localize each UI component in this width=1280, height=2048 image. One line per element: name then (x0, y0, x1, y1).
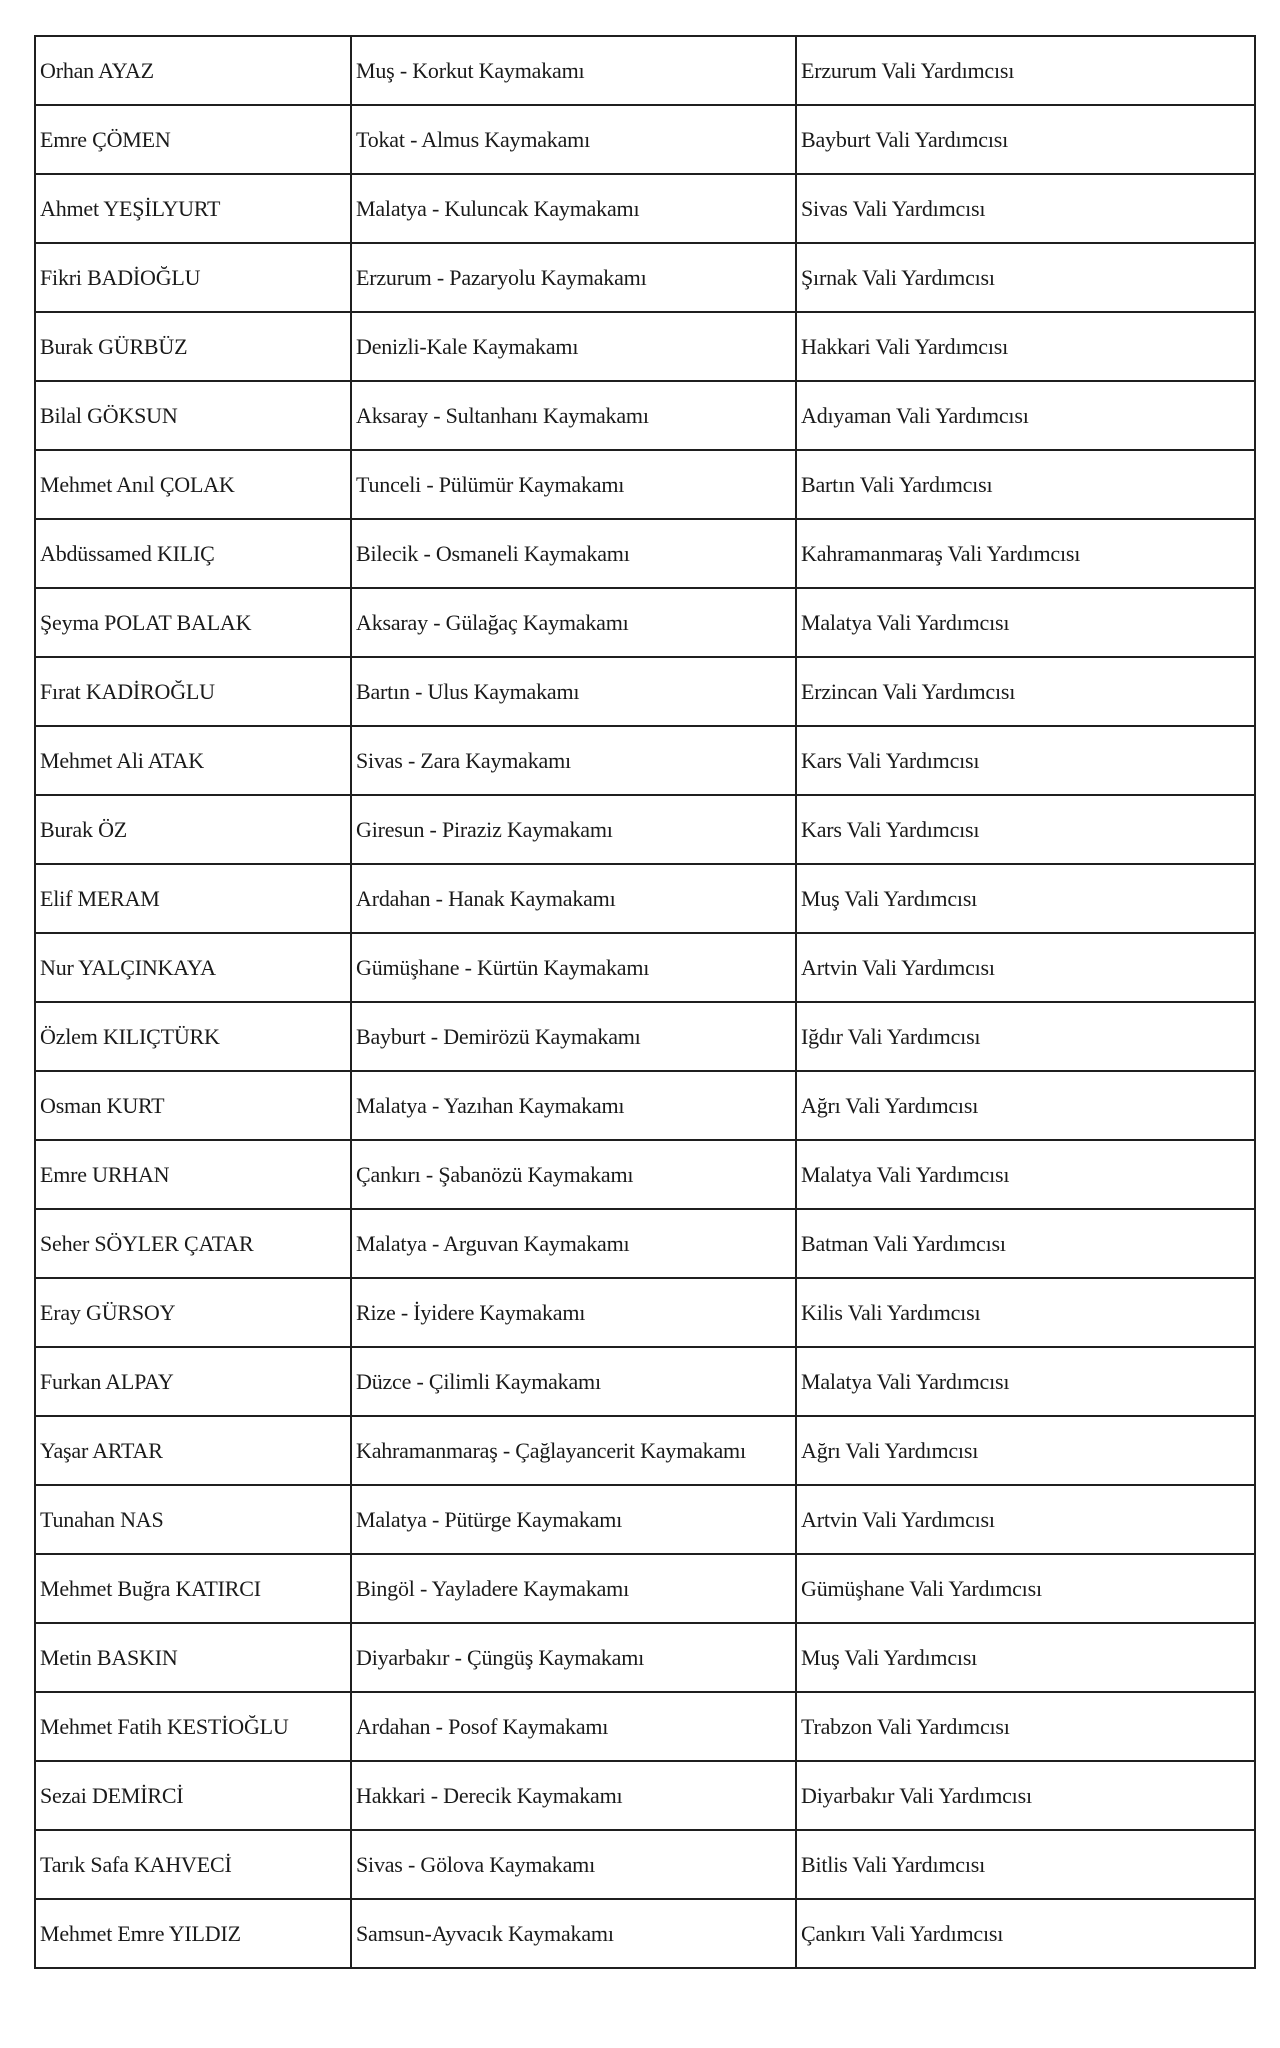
person-name-cell: Elif MERAM (35, 864, 351, 933)
current-post-cell: Ardahan - Hanak Kaymakamı (351, 864, 796, 933)
current-post-cell: Aksaray - Gülağaç Kaymakamı (351, 588, 796, 657)
person-name-cell: Abdüssamed KILIÇ (35, 519, 351, 588)
table-row (35, 726, 1255, 795)
current-post-cell: Bayburt - Demirözü Kaymakamı (351, 1002, 796, 1071)
person-name-cell: Şeyma POLAT BALAK (35, 588, 351, 657)
new-post-cell: Diyarbakır Vali Yardımcısı (796, 1761, 1255, 1830)
current-post-cell: Denizli-Kale Kaymakamı (351, 312, 796, 381)
new-post-cell: Hakkari Vali Yardımcısı (796, 312, 1255, 381)
current-post-cell: Ardahan - Posof Kaymakamı (351, 1692, 796, 1761)
current-post-cell: Rize - İyidere Kaymakamı (351, 1278, 796, 1347)
person-name-cell: Emre URHAN (35, 1140, 351, 1209)
appointments-table-body (35, 36, 1255, 1968)
current-post-cell: Muş - Korkut Kaymakamı (351, 36, 796, 105)
person-name-cell: Emre ÇÖMEN (35, 105, 351, 174)
person-name-cell: Osman KURT (35, 1071, 351, 1140)
person-name-cell: Özlem KILIÇTÜRK (35, 1002, 351, 1071)
person-name-cell: Eray GÜRSOY (35, 1278, 351, 1347)
new-post-cell: Kars Vali Yardımcısı (796, 795, 1255, 864)
current-post-cell: Kahramanmaraş - Çağlayancerit Kaymakamı (351, 1416, 796, 1485)
person-name-cell: Mehmet Emre YILDIZ (35, 1899, 351, 1968)
person-name-cell: Mehmet Fatih KESTİOĞLU (35, 1692, 351, 1761)
new-post-cell: Sivas Vali Yardımcısı (796, 174, 1255, 243)
current-post-cell: Çankırı - Şabanözü Kaymakamı (351, 1140, 796, 1209)
new-post-cell: Ağrı Vali Yardımcısı (796, 1416, 1255, 1485)
new-post-cell: Adıyaman Vali Yardımcısı (796, 381, 1255, 450)
current-post-cell: Gümüşhane - Kürtün Kaymakamı (351, 933, 796, 1002)
new-post-cell: Bayburt Vali Yardımcısı (796, 105, 1255, 174)
table-row (35, 1761, 1255, 1830)
new-post-cell: Kars Vali Yardımcısı (796, 726, 1255, 795)
person-name-cell: Sezai DEMİRCİ (35, 1761, 351, 1830)
person-name-cell: Mehmet Anıl ÇOLAK (35, 450, 351, 519)
appointments-table (34, 35, 1256, 1969)
table-row (35, 864, 1255, 933)
new-post-cell: Kilis Vali Yardımcısı (796, 1278, 1255, 1347)
person-name-cell: Tunahan NAS (35, 1485, 351, 1554)
person-name-cell: Fikri BADİOĞLU (35, 243, 351, 312)
person-name-cell: Fırat KADİROĞLU (35, 657, 351, 726)
table-row (35, 1416, 1255, 1485)
current-post-cell: Malatya - Yazıhan Kaymakamı (351, 1071, 796, 1140)
table-row (35, 795, 1255, 864)
table-row (35, 381, 1255, 450)
table-row (35, 1002, 1255, 1071)
new-post-cell: Artvin Vali Yardımcısı (796, 1485, 1255, 1554)
new-post-cell: Malatya Vali Yardımcısı (796, 588, 1255, 657)
person-name-cell: Burak ÖZ (35, 795, 351, 864)
table-row (35, 1554, 1255, 1623)
current-post-cell: Bilecik - Osmaneli Kaymakamı (351, 519, 796, 588)
new-post-cell: Artvin Vali Yardımcısı (796, 933, 1255, 1002)
current-post-cell: Düzce - Çilimli Kaymakamı (351, 1347, 796, 1416)
new-post-cell: Malatya Vali Yardımcısı (796, 1140, 1255, 1209)
current-post-cell: Tunceli - Pülümür Kaymakamı (351, 450, 796, 519)
table-row (35, 36, 1255, 105)
person-name-cell: Furkan ALPAY (35, 1347, 351, 1416)
table-row (35, 243, 1255, 312)
table-row (35, 450, 1255, 519)
person-name-cell: Seher SÖYLER ÇATAR (35, 1209, 351, 1278)
table-row (35, 312, 1255, 381)
table-row (35, 657, 1255, 726)
person-name-cell: Orhan AYAZ (35, 36, 351, 105)
new-post-cell: Şırnak Vali Yardımcısı (796, 243, 1255, 312)
current-post-cell: Samsun-Ayvacık Kaymakamı (351, 1899, 796, 1968)
new-post-cell: Bartın Vali Yardımcısı (796, 450, 1255, 519)
new-post-cell: Çankırı Vali Yardımcısı (796, 1899, 1255, 1968)
table-row (35, 1899, 1255, 1968)
table-row (35, 1140, 1255, 1209)
current-post-cell: Diyarbakır - Çüngüş Kaymakamı (351, 1623, 796, 1692)
new-post-cell: Iğdır Vali Yardımcısı (796, 1002, 1255, 1071)
person-name-cell: Nur YALÇINKAYA (35, 933, 351, 1002)
person-name-cell: Bilal GÖKSUN (35, 381, 351, 450)
table-row (35, 933, 1255, 1002)
new-post-cell: Muş Vali Yardımcısı (796, 1623, 1255, 1692)
table-row (35, 1278, 1255, 1347)
current-post-cell: Sivas - Gölova Kaymakamı (351, 1830, 796, 1899)
table-row (35, 519, 1255, 588)
table-row (35, 105, 1255, 174)
current-post-cell: Malatya - Pütürge Kaymakamı (351, 1485, 796, 1554)
table-row (35, 1071, 1255, 1140)
table-row (35, 1623, 1255, 1692)
new-post-cell: Gümüşhane Vali Yardımcısı (796, 1554, 1255, 1623)
current-post-cell: Hakkari - Derecik Kaymakamı (351, 1761, 796, 1830)
current-post-cell: Erzurum - Pazaryolu Kaymakamı (351, 243, 796, 312)
person-name-cell: Burak GÜRBÜZ (35, 312, 351, 381)
current-post-cell: Malatya - Arguvan Kaymakamı (351, 1209, 796, 1278)
new-post-cell: Trabzon Vali Yardımcısı (796, 1692, 1255, 1761)
person-name-cell: Yaşar ARTAR (35, 1416, 351, 1485)
current-post-cell: Tokat - Almus Kaymakamı (351, 105, 796, 174)
current-post-cell: Bingöl - Yayladere Kaymakamı (351, 1554, 796, 1623)
current-post-cell: Sivas - Zara Kaymakamı (351, 726, 796, 795)
current-post-cell: Malatya - Kuluncak Kaymakamı (351, 174, 796, 243)
new-post-cell: Ağrı Vali Yardımcısı (796, 1071, 1255, 1140)
new-post-cell: Bitlis Vali Yardımcısı (796, 1830, 1255, 1899)
current-post-cell: Bartın - Ulus Kaymakamı (351, 657, 796, 726)
new-post-cell: Muş Vali Yardımcısı (796, 864, 1255, 933)
new-post-cell: Erzurum Vali Yardımcısı (796, 36, 1255, 105)
person-name-cell: Metin BASKIN (35, 1623, 351, 1692)
table-row (35, 1347, 1255, 1416)
current-post-cell: Giresun - Piraziz Kaymakamı (351, 795, 796, 864)
table-row (35, 1692, 1255, 1761)
table-row (35, 588, 1255, 657)
new-post-cell: Batman Vali Yardımcısı (796, 1209, 1255, 1278)
table-row (35, 1485, 1255, 1554)
person-name-cell: Ahmet YEŞİLYURT (35, 174, 351, 243)
new-post-cell: Malatya Vali Yardımcısı (796, 1347, 1255, 1416)
table-row (35, 1830, 1255, 1899)
new-post-cell: Kahramanmaraş Vali Yardımcısı (796, 519, 1255, 588)
new-post-cell: Erzincan Vali Yardımcısı (796, 657, 1255, 726)
person-name-cell: Tarık Safa KAHVECİ (35, 1830, 351, 1899)
person-name-cell: Mehmet Buğra KATIRCI (35, 1554, 351, 1623)
current-post-cell: Aksaray - Sultanhanı Kaymakamı (351, 381, 796, 450)
table-row (35, 174, 1255, 243)
table-row (35, 1209, 1255, 1278)
person-name-cell: Mehmet Ali ATAK (35, 726, 351, 795)
